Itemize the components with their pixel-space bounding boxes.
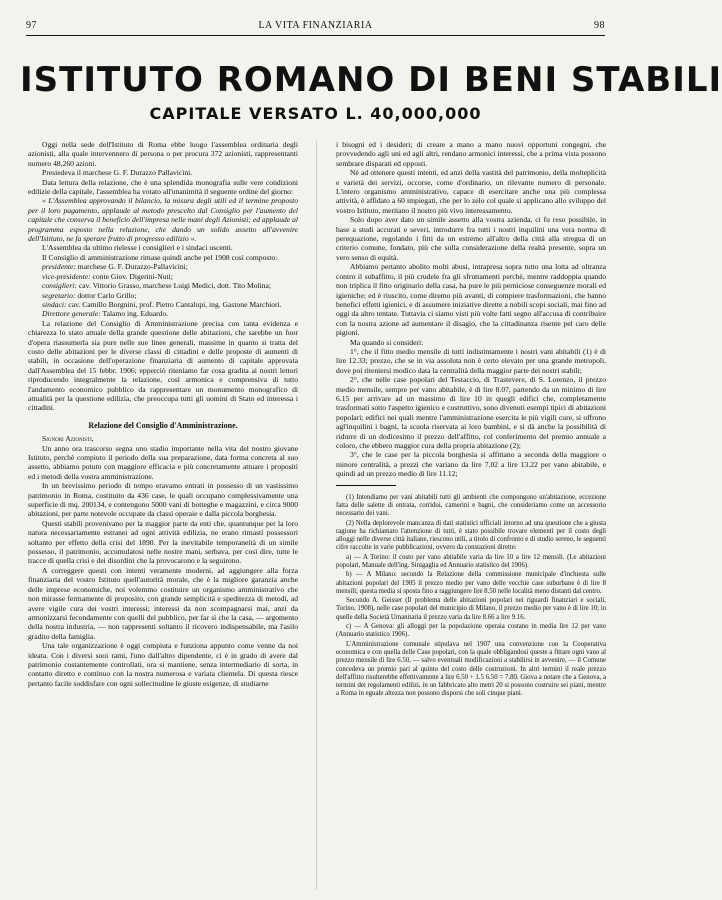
- column-divider: [316, 140, 317, 890]
- salutation: Signori Azionisti,: [42, 434, 94, 444]
- right-column: [336, 140, 606, 892]
- footnote: b) — A Milano: secondo la Relazione della commissione municipale d'inchiesta sulle abitazioni popolari del 1905 il prezzo medio per vano delle vecchie case suburbane è di lire 8 mensili; questa media si sposta fino a raggiungere lire 8.50 nelle località meno distanti dal centro.: [336, 571, 606, 595]
- left-column: [28, 140, 298, 892]
- board-vp: [28, 272, 298, 281]
- body-paragraph: i bisogni ed i desideri; di creare a mano a mano nuovi opportuni congegni, che provvedendo agli uni ed agli altri, rendano armonici interessi, che a prima vista possono sembrare disparati ed opposti.: [336, 140, 606, 168]
- order-of-day: « L'Assemblea approvando il bilancio, la misura degli utili ed il termine proposto per il loro pagamento, applaude al metodo prescelto dal Consiglio per l'aumento del capitale che conserva il beneficio dell'impresa nelle mani degli Azionisti; ed applaude al programma esposto nella relazione, che dando un solido assetto all'avvenire dell'Istituto, ne fa sperare frutto di progresso edilizio ».: [28, 196, 298, 244]
- board-segretario: [28, 291, 298, 300]
- article-title: ISTITUTO ROMANO DI BENI STABILI: [20, 60, 722, 100]
- list-item: 3°, che le case per la piccola borghesia si affittano a seconda della maggiore o minore centralità, a prezzi che variano da lire 7.02 a lire 13.22 per vano abitabile, e quindi ad un prezzo medio di lire 11.12;: [336, 450, 606, 479]
- board-vp-label: vice-presidente:: [42, 271, 91, 281]
- journal-title: LA VITA FINANZIARIA: [258, 20, 373, 31]
- header-rule: [26, 35, 605, 36]
- footnotes: [336, 494, 606, 699]
- board-sindaci-value: cav. Camillo Borgnini, prof. Pietro Cantalupi, ing. Gastone Marchiori.: [68, 299, 282, 309]
- relazione-intro: La relazione del Consiglio di Amministrazione precisa con tanta evidenza e chiarezza lo stato attuale della grande questione delle abitazioni, che sarebbe un fuor d'opera riassumerla sia pure nelle sue linee generali, massime in quanto si tratta del costo delle abitazioni per le diverse classi di cittadini e delle proposte di aumenti di stabili, in occasione dell'operazione finanziaria di aumento di capitale approvata dall'Assemblea del 15 febbr. 1906; epperciò riteniamo far cosa gradita ai nostri lettori riproducendo integralmente la relazione, così armonica e comprensiva di tutto l'andamento economico pubblico da rappresentare un monumento monografico di attualità per la questione edilizia, che preoccupa tutti gli uomini di Stato ed interessa i cittadini.: [28, 318, 298, 413]
- intro-paragraph: Oggi nella sede dell'Istituto di Roma ebbe luogo l'assemblea ordinaria degli azionisti, alla quale intervennero di persona o per procura 372 azionisti, rappresentanti numero 48,260 azioni.: [28, 140, 298, 168]
- footnote: (2) Nella deplorevole mancanza di dati statistici ufficiali intorno ad una questione che a giusta ragione ha richiamato l'attenzione di tutti, è stato possibile trovare elementi per il costo degli alloggi nelle diverse città italiane, riescono utili, a titolo di confronto e di studio sereno, le seguenti cifre raccolte in varie pubblicazioni, ovvero da constazioni dirette:: [336, 519, 606, 552]
- body-paragraph: In un brevissimo periodo di tempo eravamo entrati in possesso di un vastissimo patrimonio in Roma, costituito da 436 case, le quali occupano complessivamente una superficie di mq. 200134, e contengono 5000 vani di botteghe e magazzini, e circa 9000 abitazioni, per parte notevole occupate da classi operaie e dalla piccola borghesia.: [28, 481, 298, 519]
- board-intro: Il Consiglio di amministrazione rimase quindi anche pel 1908 così composto:: [42, 252, 278, 262]
- page-number-left: 97: [26, 20, 37, 31]
- footnote: (1) Intendiamo per vani abitabili tutti gli ambienti che compongono un'abitazione, eccezione fatta delle salette di entrata, corridoi, camerini e bagni, che consideriamo come un accessorio necessario dei vani.: [336, 493, 606, 518]
- list-item: 1°, che il fitto medio mensile di tutti indistintamente i nostri vani abitabili (1) è di lire 12.33; prezzo, che se in via assoluta non è certo elevato per una grande metropoli, dove poi riteniersi modico data la centralità della maggior parte dei nostri stabili;: [336, 346, 606, 375]
- body-paragraph: Solo dopo aver dato un simile assetto alla vostra azienda, ci fu reso possibile, in base a studi accurati e severi, introdurre fra tutti i nostri inquilini una vera norma di perequazione, regolando i fitti da un estremo all'altro della città alla stregua di un criterio comune, fondato, più che sulla considerazione della realtà presente, sopra un vero senso di equità.: [336, 215, 606, 262]
- article-subtitle: CAPITALE VERSATO L. 40,000,000: [149, 104, 482, 123]
- board-president-value: marchese G. F. Durazzo-Pallavicini;: [77, 262, 188, 272]
- body-paragraph: Ma quando si consideri:: [350, 337, 424, 347]
- board-sindaci: [28, 300, 298, 309]
- body-paragraph: A correggere questi con intenti veramente moderni, ad aggiungere alla forza finanziaria del vostro Istituto quell'autorità morale, che è la migliore garanzia anche delle imprese economiche, noi volemmo costituire un organismo amministrativo che non mirasse fermamente di proposito, con grande semplicità e speditezza di metodi, ad avere vigile cura dei vostri interessi; interessi da non scompagnarsi mai, anzi da armonizzarsi fecondamente con quelli del pubblico, per far sì che la casa, — argomento della nostra industria, — non rappresenti soltanto il ricovero indispensabile, ma l'asilo gradito della famiglia.: [28, 565, 298, 641]
- reelection-paragraph: L'Assemblea da ultimo rielesse i consiglieri e i sindaci uscenti.: [42, 243, 233, 253]
- footnote: a) — A Torino: il costo per vano abitabile varia da lire 10 a lire 12 mensili. (Le abitazioni popolari, Manuale dell'ing. Sinigaglia ed Annuario statistico del 1906).: [336, 553, 606, 569]
- list-item: 2°, che nelle case popolari del Testaccio, di Trastevere, di S. Lorenzo, il prezzo medio mensile, sempre per vano abitabile, è di lire 8.07, partendo da un minimo di lire 6.15 per arrivare ad un massimo di lire 10 in quegli edifici che, completamente trasformati sotto l'aspetto igienico e costruttivo, sono divenuti esempi tipici di abitazioni popolari; edifici nei quali mentre l'amministrazione esercita le più vigili cure, si offrono agl'inquilini i bagni, la scuola riservata ai loro bambini, e si dà anche la possibilità di ridurre di un dodicesimo il prezzo dell'affitto, col conferimento del premio annuale a coloro, che ebbero maggior cura della propria abitazione (2);: [336, 375, 606, 450]
- footnote: Secondo A. Geisser (Il problema delle abitazioni popolari nei riguardi finanziari e sociali, Torino, 1908), nelle case popolari del municipio di Milano, il prezzo medio per vano è di lire 10; in quelle della Società Umanitaria il prezzo varia da lire 8.66 a lire 9.16.: [336, 597, 607, 621]
- running-header: [26, 20, 605, 34]
- footnote: c) — A Genova: gli alloggi per la popolazione operaia costano in media lire 12 per vano (Annuario statistico 1906).: [336, 623, 606, 639]
- board-president-label: presidente:: [42, 262, 76, 272]
- body-paragraph: Un anno ora trascorso segna uno stadio importante nella vita del nostro giovane Istituto, perchè compiuto il periodo della sua preparazione, data forma concreta al suo assetto, abbiamo potuto con maggiore efficacia e più concretamente attuare i propositi ed i metodi della vostra amministrazione.: [28, 443, 298, 481]
- board-direttore: [28, 309, 298, 318]
- board-segretario-label: segretario:: [42, 290, 76, 300]
- board-direttore-label: Direttore generale:: [42, 309, 101, 319]
- board-sindaci-label: sindaci:: [42, 299, 67, 309]
- board-direttore-value: Talamo ing. Eduardo.: [102, 309, 169, 319]
- president-paragraph: Presiedeva il marchese G. F. Durazzo Pallavicini.: [42, 168, 193, 178]
- page-number-right: 98: [594, 20, 605, 31]
- footnote-rule: [336, 485, 396, 486]
- footnote: L'Amministrazione comunale stipulava nel 1907 una convenzione con la Cooperativa economica e con quella delle Case popolari, con la quale obbligandosi queste a fittare ogni vano al prezzo mensile di lire 6.50, — salvo eventuali modificazioni a stabilirsi in avvenire, — il Comune concedeva un premio pari al quinto del costo delle costruzioni. In altri termini il reale prezzo dell'affitto risulterebbe effettivamente a lire 6.50 + 1.5 6.50 = 7.80. Giova a notare che a Genova, a termini dei regolamenti edilizi, in un fabbricato alto metri 20 si possono costruire sei piani, mentre a Roma in eguale altezza non possono disporsi che soli cinque piani.: [336, 640, 606, 698]
- body-paragraph: Abbiamo pertanto abolito molti abusi, intrapresa sopra tutto una lotta ad oltranza contro il subaffitto, il più crudele fra gli sfruttamenti perchè, mentre raddoppia quando non triplica il fitto originario della casa, ha pure le più perniciose conseguenze morali ed igieniche; ed è riuscito, come diremo più avanti, di compiere trasformazioni, che hanno benefici effetti igienici, e di assumere iniziative dirette a nobili scopi sociali, mai fino ad oggi da altro tentate. Tuttavia ci siamo visti più volte fatti segno all'accusa di contribuire con la nostra azione ad aumentare il disagio, che la cittadinanza risente pel caro delle pigioni.: [336, 262, 606, 338]
- board-president: [28, 262, 298, 271]
- body-paragraph: Nè ad ottenere questi intenti, ed anzi della vastità del patrimonio, della molteplicità e varietà dei servizi, occorse, come d'ordinario, un rilevante numero di personale. L'intero organismo amministrativo, capace di esercitare anche una più complessa attività, è affidato a 60 impiegati, che per lo zelo col quale si applicano allo sviluppo del vostro Istituto, meritano il nostro più vivo interessamento.: [336, 168, 606, 215]
- board-vp-value: conte Giov. Digerini-Nuti;: [92, 271, 173, 281]
- board-consiglieri: [28, 281, 298, 290]
- board-consiglieri-value: cav. Vittorio Grasso, marchese Luigi Medici, dott. Tito Molina;: [78, 281, 272, 291]
- body-paragraph: Questi stabili provenivano per la maggior parte da enti che, quantunque per la loro natura necessariamente estranei ad ogni attività edilizia, ne erano rimasti possessori soltanto per effetto della crisi del 1890. Per la inevitabile temporaneità di un simile possesso, il patrimonio, accumulatosi nelle nostre mani, serbava, per così dire, tutte le tracce di quella crisi e dei disordini che la provocarono e la seguirono.: [28, 518, 298, 566]
- board-segretario-value: dottor Carlo Grillo;: [77, 290, 137, 300]
- section-heading: Relazione del Consiglio d'Amministrazione.: [88, 420, 238, 430]
- board-consiglieri-label: consiglieri:: [42, 281, 78, 291]
- body-paragraph: Una tale organizzazione è oggi compiuta e funziona appunto come venne da noi ideata. Con i diversi suoi rami, l'uno dall'altro dipendente, ci è in grado di avere dal patrimonio costantemente controllati, ora si mantiene, senza intermediario di sorta, in contatto diretto e continuo con la nostra numerosa e variata clientela. Di questa riesce pertanto facile soddisfare con ogni sollecitudine le giuste esigenze, di studiarne: [28, 641, 298, 688]
- reading-paragraph: Data lettura della relazione, che è una splendida monografia sulle vere condizioni edilizie della capitale, l'assemblea ha votato all'unanimità il seguente ordine del giorno:: [28, 177, 298, 197]
